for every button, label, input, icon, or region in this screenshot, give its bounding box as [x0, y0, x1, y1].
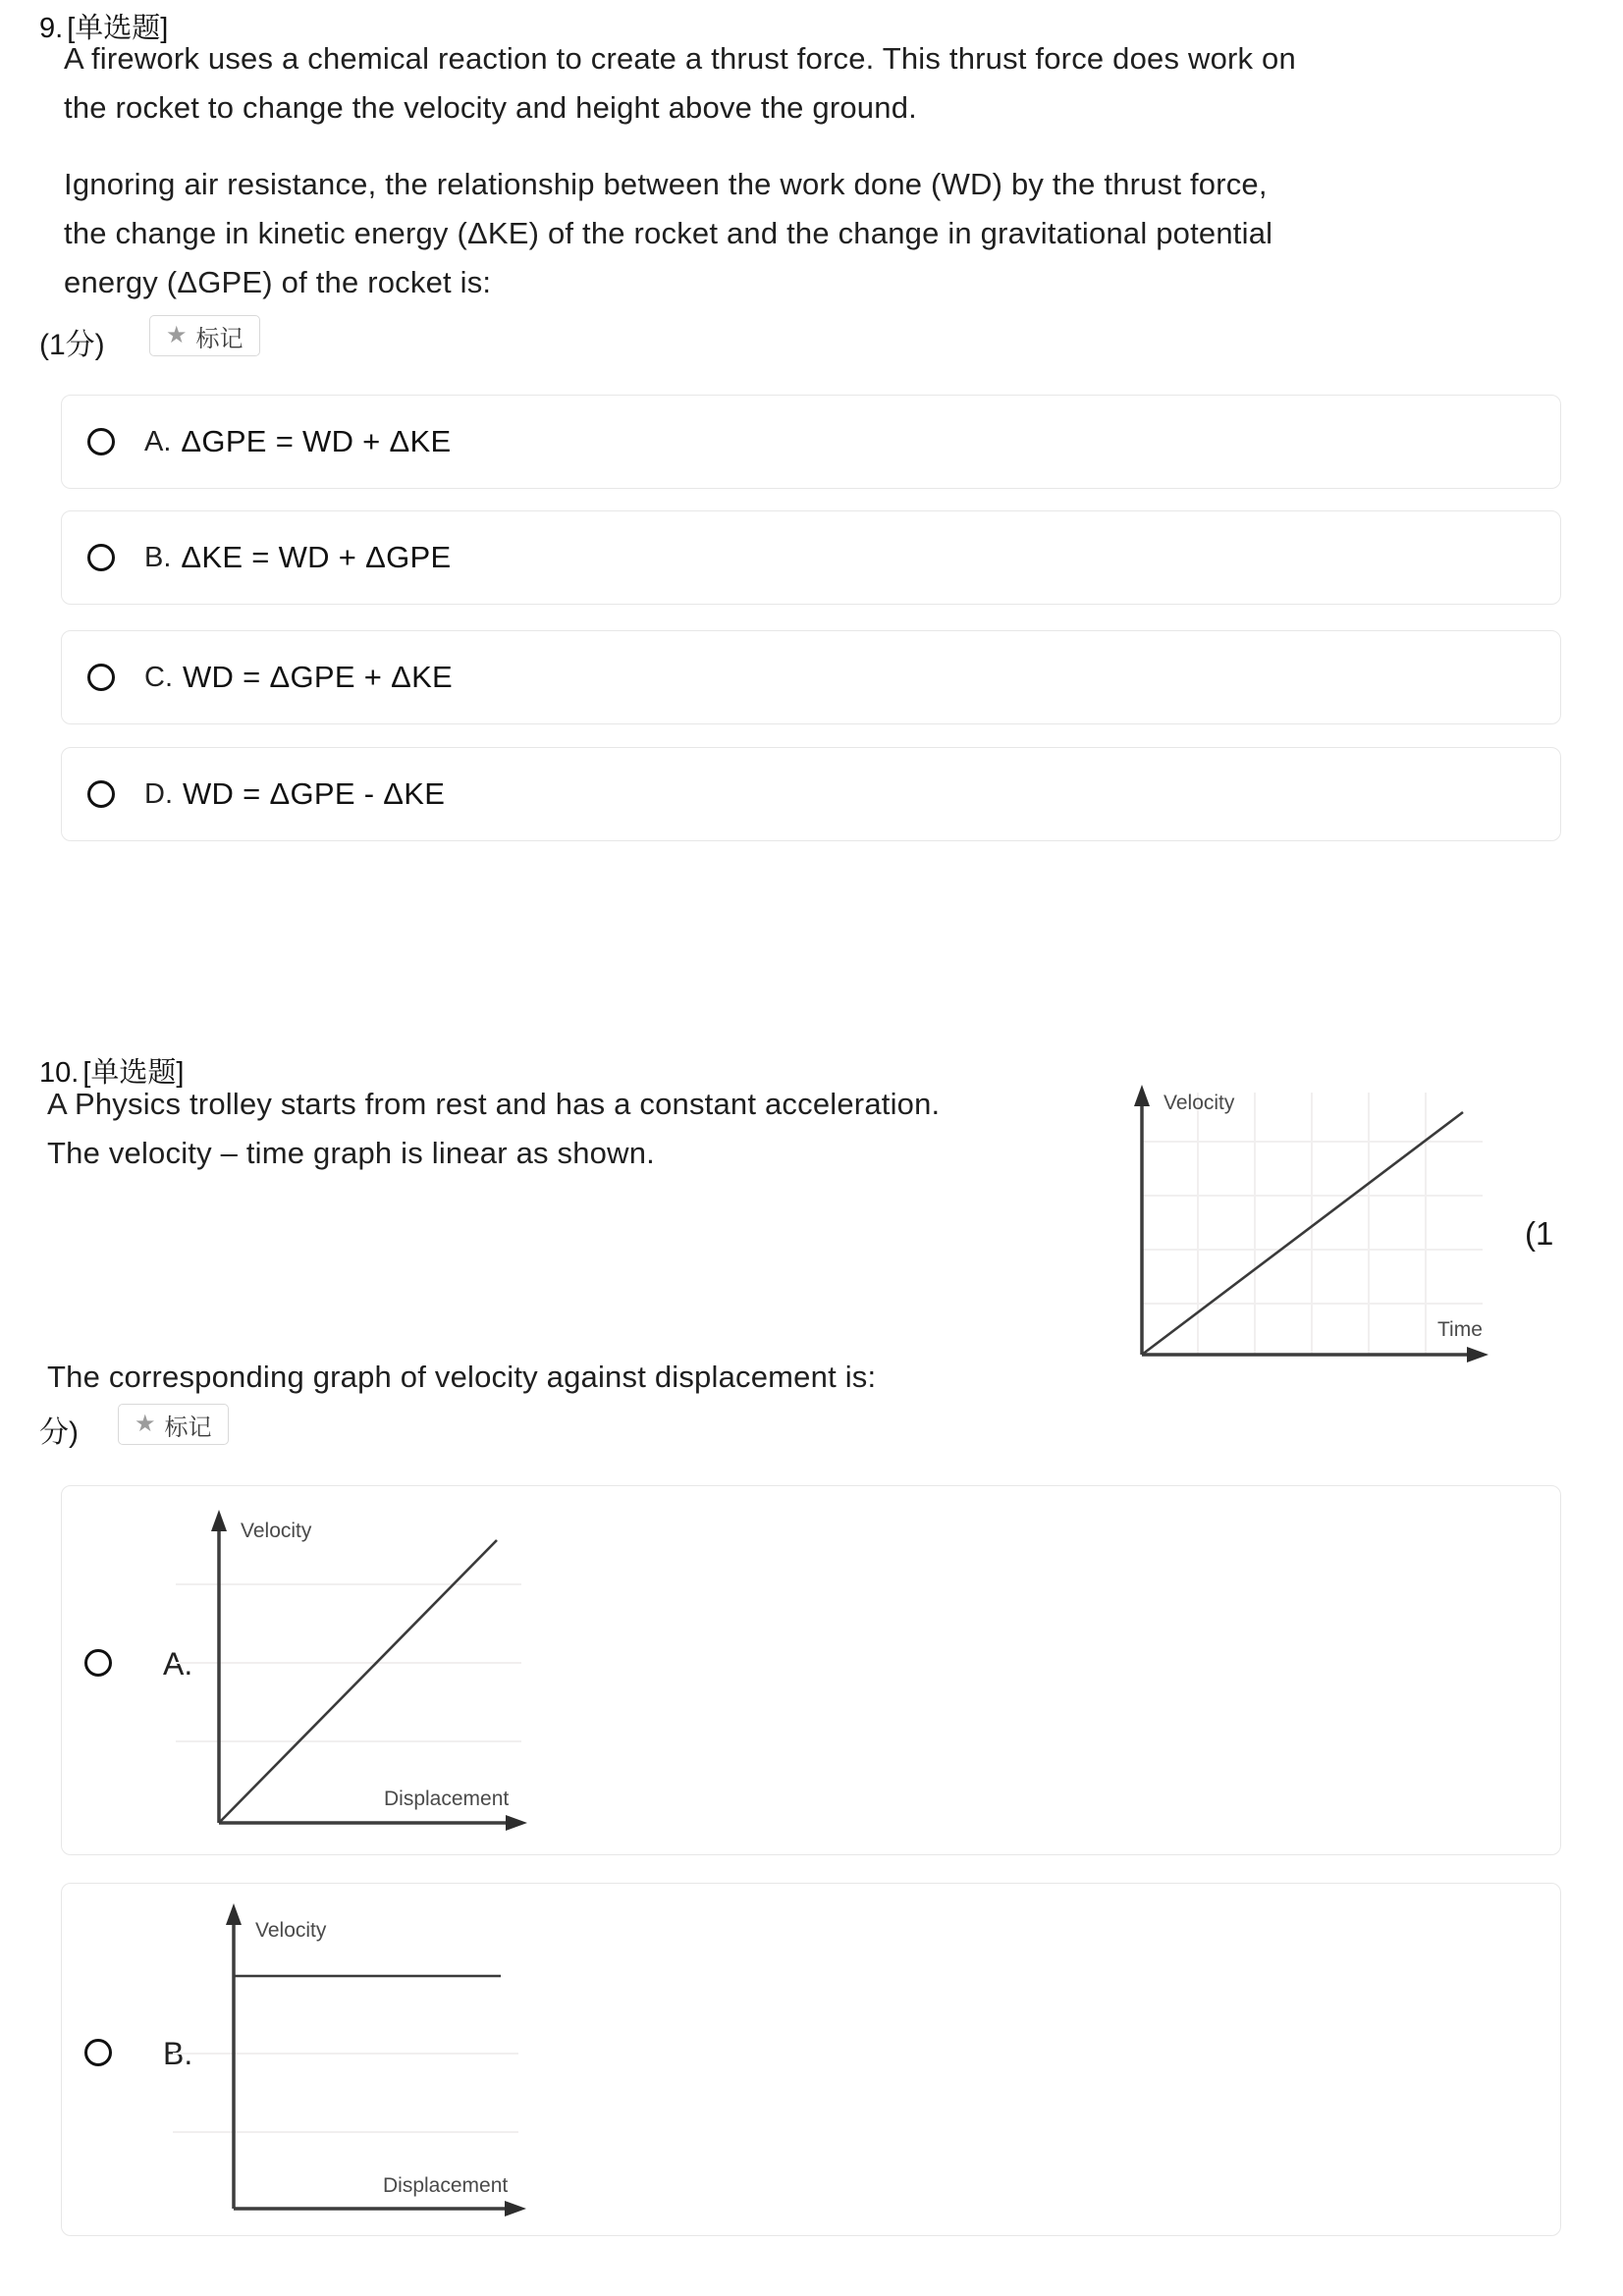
option-formula: WD = ΔGPE - ΔKE [183, 776, 446, 811]
q10-option-b-radio[interactable] [84, 2039, 112, 2066]
question-9-number: 9. [39, 13, 64, 44]
q9-option-a[interactable] [61, 395, 1561, 489]
option-letter: A. [163, 1646, 193, 1682]
stem-line: The velocity – time graph is linear as shown. [47, 1136, 655, 1170]
q9-option-c-radio[interactable] [87, 664, 115, 691]
stem-line: A firework uses a chemical reaction to create a thrust force. This thrust force does work on [64, 41, 1296, 76]
question-9-text-para1 [64, 34, 1296, 133]
x-axis-arrowhead [505, 2201, 526, 2216]
q10-option-a-radio[interactable] [84, 1649, 112, 1677]
option-formula: WD = ΔGPE + ΔKE [183, 660, 454, 694]
option-letter: A. [144, 425, 172, 457]
star-icon: ★ [135, 1411, 156, 1437]
velocity-time-graph [1129, 1083, 1497, 1362]
option-letter: C. [144, 661, 173, 693]
q9-option-b-radio[interactable] [87, 544, 115, 571]
y-axis-label: Velocity [241, 1520, 312, 1542]
y-axis-arrowhead [211, 1510, 227, 1531]
option-letter: B. [163, 2036, 193, 2071]
stem-line: the rocket to change the velocity and height above the ground. [64, 90, 917, 125]
y-axis-label: Velocity [255, 1919, 327, 1942]
x-axis-arrowhead [1467, 1347, 1488, 1362]
q9-option-b[interactable] [61, 510, 1561, 605]
x-axis-arrowhead [506, 1815, 527, 1831]
y-axis-arrowhead [1134, 1085, 1150, 1106]
x-axis-label: Displacement [384, 1788, 510, 1810]
option-a-velocity-displacement-graph [158, 1506, 541, 1844]
question-9-score: (1分) [39, 329, 105, 361]
q9-option-d[interactable] [61, 747, 1561, 841]
y-axis-arrowhead [226, 1903, 242, 1925]
q10-option-a[interactable] [61, 1485, 1561, 1855]
velocity-displacement-line [219, 1540, 497, 1823]
grid-lines [173, 2054, 518, 2132]
y-axis-label: Velocity [1163, 1092, 1235, 1114]
option-letter: B. [144, 541, 172, 573]
stem-line: A Physics trolley starts from rest and has a constant acceleration. [47, 1087, 941, 1121]
stem-line: the change in kinetic energy (ΔKE) of the rocket and the change in gravitational potential [64, 216, 1273, 250]
option-b-velocity-displacement-graph [155, 1901, 538, 2225]
x-axis-label: Displacement [383, 2174, 509, 2197]
q9-option-d-radio[interactable] [87, 780, 115, 808]
q10-option-b[interactable] [61, 1883, 1561, 2236]
mark-button-label: 标记 [195, 325, 243, 352]
mark-button-label: 标记 [164, 1414, 212, 1441]
velocity-time-line [1142, 1112, 1463, 1355]
question-10-text [47, 1080, 940, 1178]
question-10-score-close: 分) [39, 1416, 79, 1449]
stem-line: Ignoring air resistance, the relationship between the work done (WD) by the thrust force, [64, 167, 1268, 201]
stem-line: energy (ΔGPE) of the rocket is: [64, 265, 492, 299]
question-10-number: 10. [39, 1057, 80, 1089]
question-9-text-para2 [64, 160, 1272, 307]
q9-option-c[interactable] [61, 630, 1561, 724]
question-10-type-tag: [单选题] [82, 1057, 185, 1089]
q9-option-a-radio[interactable] [87, 428, 115, 455]
question-10-question-line: The corresponding graph of velocity against displacement is: [47, 1360, 877, 1394]
option-letter: D. [144, 777, 173, 810]
option-formula: ΔKE = WD + ΔGPE [181, 540, 452, 574]
grid-lines [176, 1584, 521, 1741]
question-10-mark-button[interactable] [118, 1404, 229, 1445]
question-9-mark-button[interactable] [149, 315, 260, 356]
question-9-type-tag: [单选题] [67, 13, 169, 44]
option-formula: ΔGPE = WD + ΔKE [181, 424, 452, 458]
x-axis-label: Time [1437, 1318, 1483, 1341]
star-icon: ★ [166, 322, 188, 348]
question-10-score-open: (1 [1525, 1215, 1554, 1252]
